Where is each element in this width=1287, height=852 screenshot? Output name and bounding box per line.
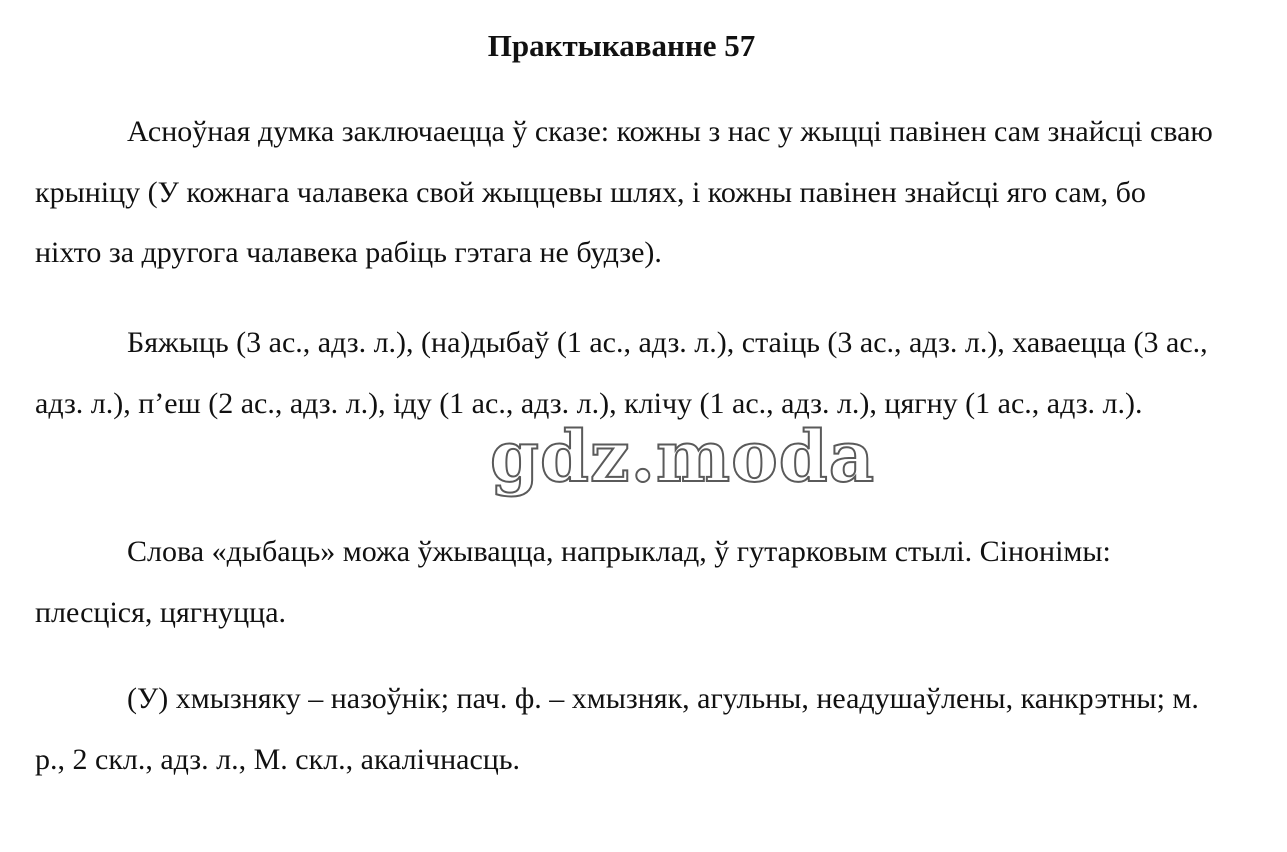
paragraph-synonyms: Слова «дыбаць» можа ўжывацца, напрыклад, ў гутарковым стылі. Сінонімы: плесціся, цягнуцца. <box>35 535 1111 629</box>
exercise-title: Практыкаванне 57 <box>487 28 756 63</box>
paragraph-noun-analysis: (У) хмызняку – назоўнік; пач. ф. – хмызняк, агульны, неадушаўлены, канкрэтны; м. р., 2 скл., адз. л., М. скл., акалічнасць. <box>35 682 1199 776</box>
watermark-logo: gdz.moda <box>490 415 876 498</box>
paragraph-main-idea: Асноўная думка заключаецца ў сказе: кожны з нас у жыцці павінен сам знайсці сваю крыніцу (У кожнага чалавека свой жыццевы шлях, і кожны павінен знайсці яго сам, бо ніхто за другога чалавека рабіць гэтага не будзе). <box>35 115 1213 269</box>
paragraph-verb-forms: Бяжыць (3 ас., адз. л.), (на)дыбаў (1 ас., адз. л.), стаіць (3 ас., адз. л.), хаваецца (3 ас., адз. л.), п’еш (2 ас., адз. л.), іду (1 ас., адз. л.), клічу (1 ас., адз. л.), цягну (1 ас., адз. л.). <box>35 326 1208 420</box>
